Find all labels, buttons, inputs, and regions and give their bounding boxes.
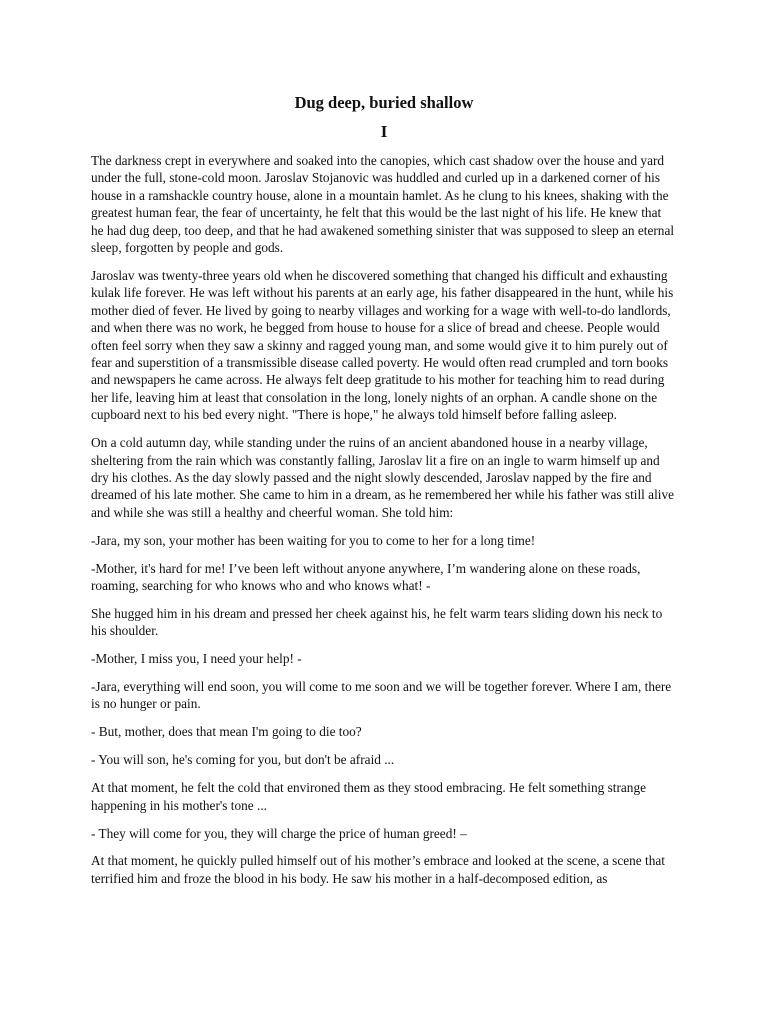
dialogue-line: -Jara, my son, your mother has been waiting for you to come to her for a long time! bbox=[91, 532, 536, 548]
paragraph: At that moment, he quickly pulled himself out of his mother’s embrace and looked at the scene, a scene that terrified him and froze the blood in his body. He saw his mother in a half-decomposed edition, as bbox=[91, 853, 665, 886]
dialogue-line: - But, mother, does that mean I'm going to die too? bbox=[91, 724, 362, 740]
document-title: Dug deep, buried shallow bbox=[294, 93, 474, 112]
dialogue-line: - They will come for you, they will charge the price of human greed! – bbox=[91, 825, 467, 841]
paragraph: She hugged him in his dream and pressed her cheek against his, he felt warm tears sliding down his neck to his shoulder. bbox=[91, 605, 663, 639]
paragraph: The darkness crept in everywhere and soaked into the canopies, which cast shadow over the house and yard under the full, stone-cold moon. Jaroslav Stojanovic was huddled and curled up in a darkened corner of his house in a ramshackle country house, alone in a mountain hamlet. As he clung to his knees, shaking with the greatest human fear, the fear of uncertainty, he felt that this would be the last night of his life. He knew that he had dug deep, too deep, and that he had awakened something sinister that was supposed to sleep an eternal sleep, forgotten by people and gods. bbox=[91, 153, 675, 256]
paragraph: On a cold autumn day, while standing under the ruins of an ancient abandoned house in a nearby village, sheltering from the rain which was constantly falling, Jaroslav lit a fire on an ingle to warm himself up and dry his clothes. As the day slowly passed and the night slowly descended, Jaroslav napped by the fire and dreamed of his late mother. She came to him in a dream, as he remembered her while his father was still alive and while she was still a healthy and cheerful woman. She told him: bbox=[91, 435, 675, 520]
dialogue-line: -Mother, I miss you, I need your help! - bbox=[91, 651, 302, 667]
chapter-heading: I bbox=[380, 122, 388, 141]
dialogue-line: -Jara, everything will end soon, you will come to me soon and we will be together forever. Where I am, there is no hunger or pain. bbox=[91, 679, 672, 712]
dialogue-line: -Mother, it's hard for me! I’ve been left without anyone anywhere, I’m wandering alone on these roads, roaming, searching for who knows who and who knows what! - bbox=[91, 560, 641, 593]
paragraph: At that moment, he felt the cold that environed them as they stood embracing. He felt something strange happening in his mother's tone ... bbox=[91, 780, 646, 813]
dialogue-line: - You will son, he's coming for you, but don't be afraid ... bbox=[91, 752, 395, 768]
paragraph: Jaroslav was twenty-three years old when he discovered something that changed his difficult and exhausting kulak life forever. He was left without his parents at an early age, his father disappeared in the hunt, while his mother died of fever. He lived by going to nearby villages and working for a wage with well-to-do landlords, and when there was no work, he begged from house to house for a slice of bread and cheese. People would often feel sorry when they saw a skinny and ragged young man, and some would give it to him purely out of fear and superstition of a transmissible disease called poverty. He would often read crumpled and torn books and newspapers he came across. He always felt deep gratitude to his mother for teaching him to read during her life, leaving him at least that consolation in the long, lonely nights of an orphan. A candle shone on the cupboard next to his bed every night. "There is hope," he always told himself before falling asleep. bbox=[91, 267, 674, 423]
